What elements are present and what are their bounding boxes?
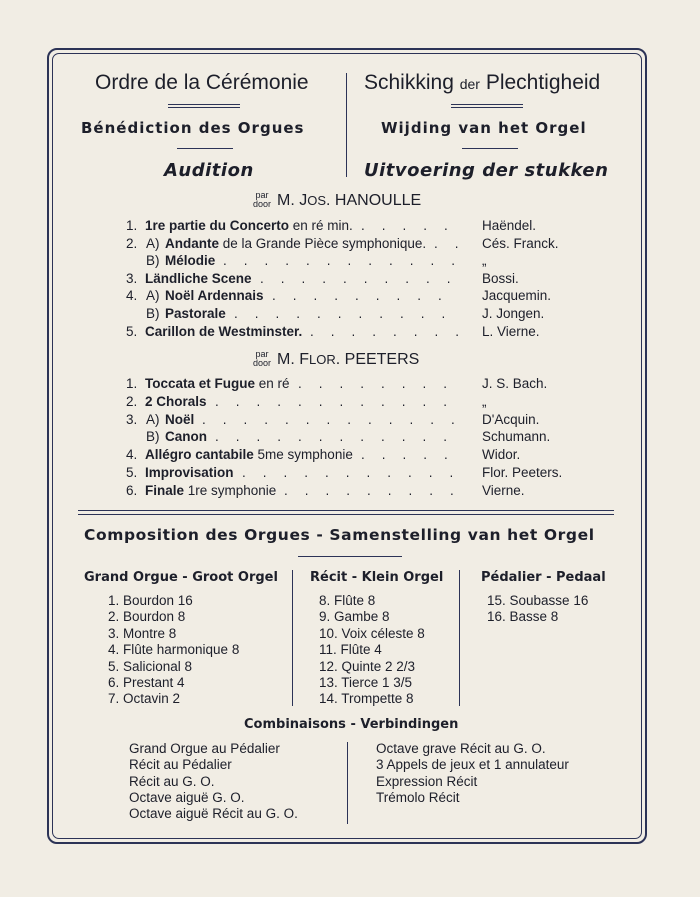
program-row xyxy=(118,271,548,289)
program-composer: Cés. Franck. xyxy=(482,235,559,251)
subtitle-dutch: Wijding van het Orgel xyxy=(381,119,587,137)
program-number: 2. xyxy=(126,393,138,409)
organ-stop: 2. Bourdon 8 xyxy=(108,609,186,625)
program-work: Carillon de Westminster. xyxy=(145,323,303,339)
program-number: 5. xyxy=(126,465,138,480)
performer-peeters: par door M. FLOR. PEETERS xyxy=(253,349,420,368)
organ-stop: 10. Voix céleste 8 xyxy=(319,625,425,641)
program-composer: L. Vierne. xyxy=(482,323,540,339)
program-number: 1. xyxy=(126,218,138,233)
program-number: B) xyxy=(146,253,160,269)
program-detail: de la Grande Pièce symphonique. xyxy=(219,235,427,251)
program-number: 3. xyxy=(126,411,138,427)
dot-leader: ........... xyxy=(242,465,471,480)
program-row xyxy=(118,394,548,412)
combination-item: Expression Récit xyxy=(376,773,478,789)
combination-item: Récit au G. O. xyxy=(129,773,215,789)
program-row xyxy=(118,429,551,447)
program-work: Andante xyxy=(165,235,219,251)
program-row xyxy=(118,447,548,465)
dot-leader: ..... xyxy=(361,447,465,463)
program-detail: 1re symphonie xyxy=(184,482,277,498)
header-divider xyxy=(346,73,347,177)
program-number: B) xyxy=(146,306,160,321)
rule-nl-1 xyxy=(451,104,523,105)
dot-leader: ............. xyxy=(202,411,472,427)
program-work: 2 Chorals xyxy=(145,393,207,409)
program-work: Toccata et Fugue xyxy=(145,376,256,391)
program-row xyxy=(118,483,548,501)
col-divider-2 xyxy=(459,570,460,706)
program-title xyxy=(165,412,194,427)
program-row xyxy=(118,412,548,430)
program-row xyxy=(118,235,559,254)
program-work: Finale xyxy=(145,482,185,498)
program-row xyxy=(118,465,563,483)
program-row xyxy=(118,218,548,236)
rule-nl-2 xyxy=(451,107,523,108)
program-composer: „ xyxy=(482,253,487,269)
program-composer: Haëndel. xyxy=(482,218,537,233)
organ-stop: 12. Quinte 2 2/3 xyxy=(319,658,416,674)
program-detail: 5me symphonie xyxy=(253,447,353,463)
organ-stop: 13. Tierce 1 3/5 xyxy=(319,675,413,690)
program-title xyxy=(145,483,276,498)
combination-item: 3 Appels de jeux et 1 annulateur xyxy=(376,757,569,773)
organ-stop: 11. Flûte 4 xyxy=(319,642,382,658)
combinaisons-title: Combinaisons - Verbindingen xyxy=(244,717,459,732)
comb-divider xyxy=(347,742,348,824)
program-work: Noël Ardennais xyxy=(165,288,264,304)
organ-stop: 6. Prestant 4 xyxy=(108,675,185,690)
program-title xyxy=(145,218,353,233)
program-number: 1. xyxy=(126,376,138,391)
program-work: Allégro cantabile xyxy=(145,447,254,463)
dot-leader: ........ xyxy=(310,323,477,339)
program-title xyxy=(165,306,226,321)
program-row xyxy=(118,288,552,306)
program-detail: en ré min. xyxy=(289,218,353,233)
program-title xyxy=(165,253,215,268)
program-row xyxy=(118,324,548,342)
title-french: Ordre de la Cérémonie xyxy=(95,71,309,94)
program-number: 4. xyxy=(126,447,138,463)
program-title xyxy=(145,376,290,391)
organ-stop: 16. Basse 8 xyxy=(487,609,559,625)
program-title xyxy=(145,465,234,480)
program-number: 5. xyxy=(126,323,138,339)
dot-leader: ............ xyxy=(223,253,473,269)
program-title xyxy=(165,429,207,444)
dot-leader: ........ xyxy=(298,376,465,391)
program-detail: en ré xyxy=(255,376,290,391)
program-work: Canon xyxy=(165,429,207,445)
organ-stop: 15. Soubasse 16 xyxy=(487,593,589,608)
program-sub-letter: A) xyxy=(146,411,160,427)
organ-stop: 7. Octavin 2 xyxy=(108,691,181,707)
performer-hanoulle: par door M. JOS. HANOULLE xyxy=(253,190,422,209)
rule-fr-1 xyxy=(168,104,240,105)
program-number: 2. xyxy=(126,235,138,251)
program-composer: J. Jongen. xyxy=(482,306,545,321)
program-work: 1re partie du Concerto xyxy=(145,218,290,233)
program-row xyxy=(118,376,548,394)
composition-rule-top-1 xyxy=(78,510,614,511)
rule-fr-2 xyxy=(168,107,240,108)
dot-leader: .......... xyxy=(260,270,468,286)
combination-item: Récit au Pédalier xyxy=(129,757,232,773)
organ-stop: 1. Bourdon 16 xyxy=(108,593,193,608)
organ-stop: 3. Montre 8 xyxy=(108,625,177,641)
organ-stop: 4. Flûte harmonique 8 xyxy=(108,642,240,658)
uitvoering-heading: Uitvoering der stukken xyxy=(364,160,609,181)
program-sub-letter: A) xyxy=(146,235,160,251)
dot-leader: ......... xyxy=(284,482,471,498)
program-row xyxy=(118,306,548,324)
pedalier-heading: Pédalier - Pedaal xyxy=(481,570,606,585)
program-title xyxy=(145,447,353,462)
combination-item: Octave aiguë G. O. xyxy=(129,789,245,805)
program-composer: Schumann. xyxy=(482,429,551,445)
program-number: B) xyxy=(146,429,160,445)
program-title xyxy=(145,324,302,339)
program-work: Ländliche Scene xyxy=(145,270,252,286)
rule-nl-3 xyxy=(462,148,518,149)
composition-title: Composition des Orgues - Samenstelling van het Orgel xyxy=(84,526,595,544)
program-number: 3. xyxy=(126,270,138,286)
program-composer: „ xyxy=(482,393,487,409)
program-sub-letter: A) xyxy=(146,288,160,304)
dot-leader: ............ xyxy=(215,393,465,409)
program-title xyxy=(145,394,207,409)
recit-heading: Récit - Klein Orgel xyxy=(310,570,444,585)
composition-underline xyxy=(298,556,402,557)
program-work: Mélodie xyxy=(165,253,216,269)
organ-stop: 8. Flûte 8 xyxy=(319,593,376,608)
combination-item: Octave grave Récit au G. O. xyxy=(376,741,546,756)
program-work: Pastorale xyxy=(165,306,226,321)
program-title xyxy=(165,288,264,303)
combination-item: Grand Orgue au Pédalier xyxy=(129,741,280,756)
combination-item: Octave aiguë Récit au G. O. xyxy=(129,806,298,822)
program-title xyxy=(145,271,252,286)
program-composer: Bossi. xyxy=(482,270,519,286)
program-title xyxy=(165,236,426,251)
organ-stop: 5. Salicional 8 xyxy=(108,658,193,674)
dot-leader: ......... xyxy=(272,288,459,304)
grand-orgue-heading: Grand Orgue - Groot Orgel xyxy=(84,570,278,585)
composition-rule-top-2 xyxy=(78,514,614,515)
program-row xyxy=(118,253,548,271)
program-composer: J. S. Bach. xyxy=(482,376,548,391)
program-work: Improvisation xyxy=(145,465,234,480)
combination-item: Trémolo Récit xyxy=(376,789,460,805)
audition-heading: Audition xyxy=(164,160,254,181)
dot-leader: ............ xyxy=(215,429,465,445)
program-work: Noël xyxy=(165,411,195,427)
rule-fr-3 xyxy=(177,148,233,149)
dot-leader: ........... xyxy=(234,306,463,321)
program-composer: D'Acquin. xyxy=(482,411,540,427)
program-composer: Vierne. xyxy=(482,482,525,498)
dot-leader: .. xyxy=(434,235,476,251)
col-divider-1 xyxy=(292,570,293,706)
organ-stop: 9. Gambe 8 xyxy=(319,609,390,625)
program-composer: Widor. xyxy=(482,447,521,463)
dot-leader: ..... xyxy=(361,218,465,233)
subtitle-french: Bénédiction des Orgues xyxy=(81,119,305,137)
program-composer: Jacquemin. xyxy=(482,288,552,304)
title-dutch: Schikking der Plechtigheid xyxy=(364,71,601,94)
program-number: 4. xyxy=(126,288,138,304)
organ-stop: 14. Trompette 8 xyxy=(319,691,414,707)
program-composer: Flor. Peeters. xyxy=(482,465,563,480)
program-number: 6. xyxy=(126,482,138,498)
